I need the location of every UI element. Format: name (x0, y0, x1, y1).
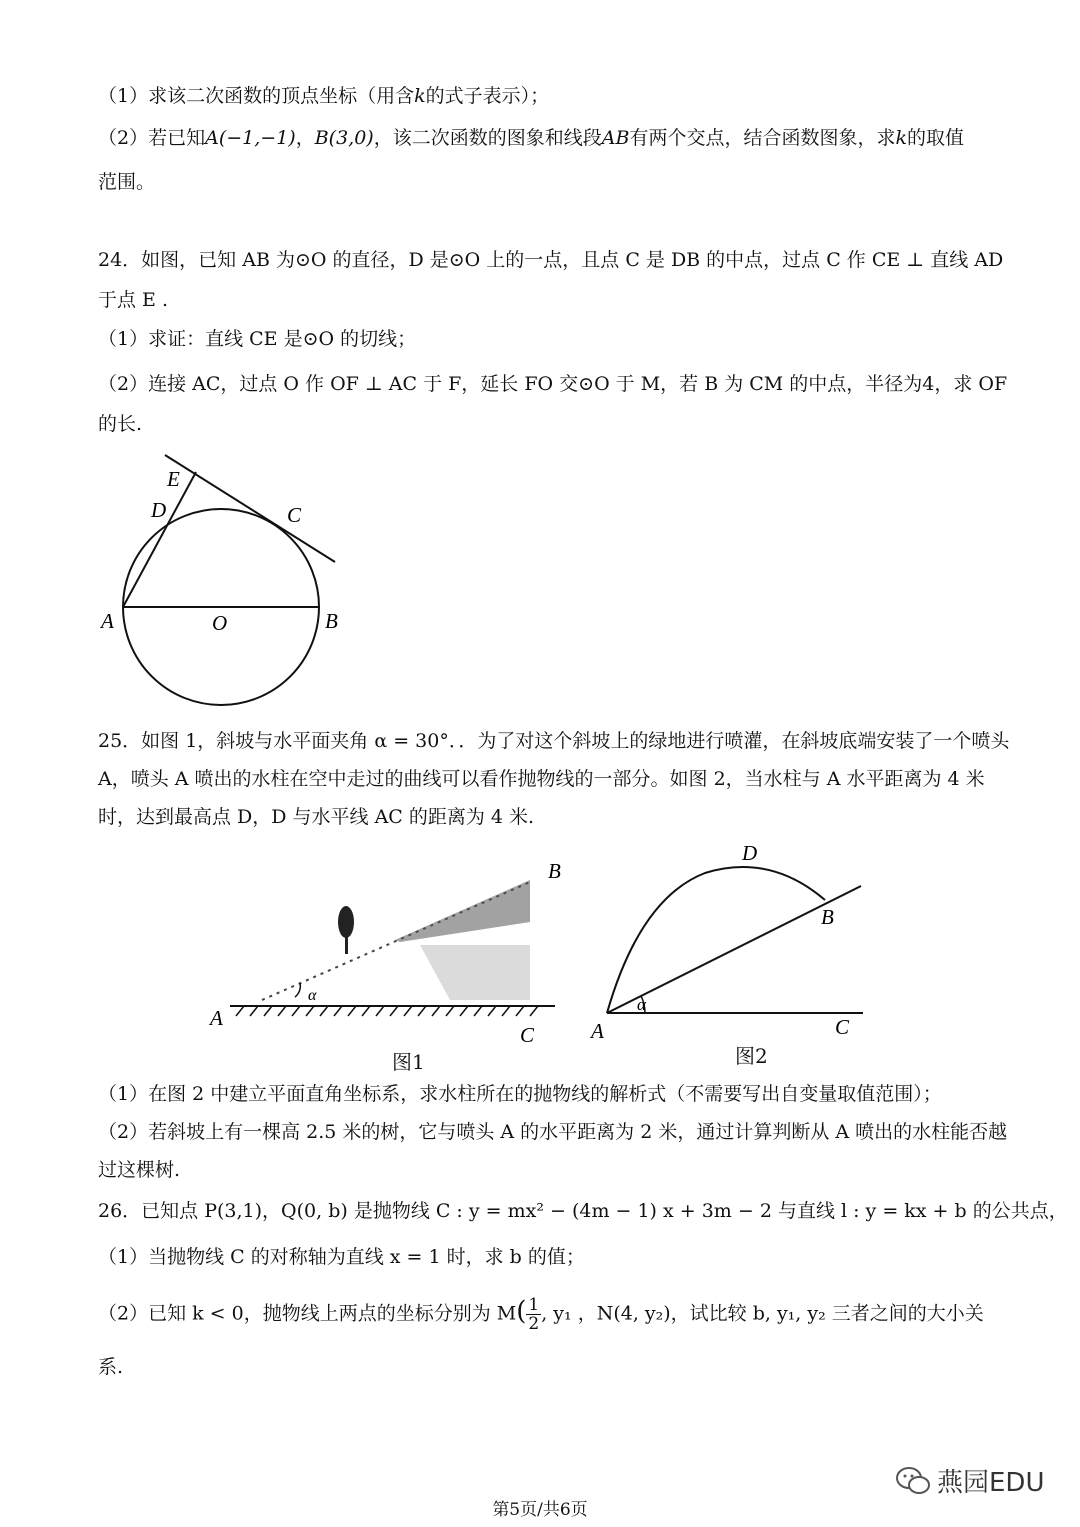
fig2-caption: 图2 (735, 1044, 768, 1068)
fig1-label-a: A (210, 1006, 223, 1030)
q23-part2-cont: 范围。 (98, 171, 156, 193)
fig1-caption: 图1 (392, 1050, 425, 1074)
q24-part2: （2）连接 AC，过点 O 作 OF ⊥ AC 于 F，延长 FO 交⊙O 于 M，若 B 为 CM 的中点，半径为4，求 OF (98, 373, 1008, 395)
wechat-icon (895, 1466, 931, 1496)
q26-stem: 26．已知点 P(3,1)，Q(0, b) 是抛物线 C : y = mx² − (4m − 1) x + 3m − 2 与直线 l : y = kx + b 的公共点， (98, 1200, 1068, 1222)
q25-part1: （1）在图 2 中建立平面直角坐标系，求水柱所在的抛物线的解析式（不需要写出自变量取值范围）； (98, 1083, 942, 1105)
fig2-label-a: A (591, 1019, 604, 1043)
page-footer: 第5页/共6页 (492, 1500, 588, 1520)
q24-part2-cont: 的长. (98, 413, 143, 435)
fig1-label-alpha: α (308, 987, 317, 1004)
q26-part1: （1）当抛物线 C 的对称轴为直线 x = 1 时，求 b 的值； (98, 1246, 585, 1268)
label-o: O (212, 611, 228, 635)
parabola-water (607, 867, 825, 1013)
fig1-label-c: C (520, 1023, 535, 1047)
fig2-label-b: B (821, 905, 834, 929)
label-e: E (167, 467, 180, 491)
label-b: B (325, 609, 338, 633)
watermark (895, 1462, 1044, 1499)
label-c: C (287, 503, 302, 527)
label-a: A (101, 609, 114, 633)
fig2-label-c: C (835, 1015, 850, 1039)
q25-stem-cont1: A，喷头 A 喷出的水柱在空中走过的曲线可以看作抛物线的一部分。如图 2，当水柱与 A 水平距离为 4 米 (98, 768, 985, 790)
q23-part2: （2）若已知A(−1,−1)，B(3,0)，该二次函数的图象和线段AB有两个交点，结合函数图象，求k的取值 (98, 127, 964, 149)
q26-part2-cont: 系. (98, 1356, 124, 1378)
q25-stem-cont2: 时，达到最高点 D，D 与水平线 AC 的距离为 4 米. (98, 806, 535, 828)
q25-stem: 25．如图 1，斜坡与水平面夹角 α = 30°．．为了对这个斜坡上的绿地进行喷灌，在斜坡底端安装了一个喷头 (98, 730, 1010, 752)
fig1-label-b: B (548, 859, 561, 883)
q25-figure-1 (200, 850, 580, 1050)
watermark-text: 燕园EDU (937, 1468, 1045, 1498)
q24-part1: （1）求证：直线 CE 是⊙O 的切线； (98, 328, 417, 350)
q26-part2: （2）已知 k < 0，抛物线上两点的坐标分别为 M( $\frac{1}{2}$ , y₁ ，N(4, y₂)，试比较 b, y₁, y₂ 三者之间的大小关 (98, 1295, 984, 1334)
q24-stem: 24．如图，已知 AB 为⊙O 的直径，D 是⊙O 上的一点，且点 C 是 DB 的中点，过点 C 作 CE ⊥ 直线 AD (98, 249, 1004, 271)
line-ae (123, 472, 196, 607)
q24-stem-cont: 于点 E . (98, 289, 168, 311)
q25-part2-cont: 过这棵树. (98, 1159, 181, 1181)
q25-part2: （2）若斜坡上有一棵高 2.5 米的树，它与喷头 A 的水平距离为 2 米，通过计算判断从 A 喷出的水柱能否越 (98, 1121, 1008, 1143)
fig2-label-d: D (742, 841, 758, 865)
tangent-ec (165, 455, 335, 562)
q23-part1: （1）求该二次函数的顶点坐标（用含k的式子表示）； (98, 85, 550, 107)
label-d: D (151, 498, 167, 522)
q25-figure-2 (585, 838, 875, 1048)
q24-circle-figure (95, 450, 355, 720)
fig2-label-alpha: α (637, 995, 646, 1014)
